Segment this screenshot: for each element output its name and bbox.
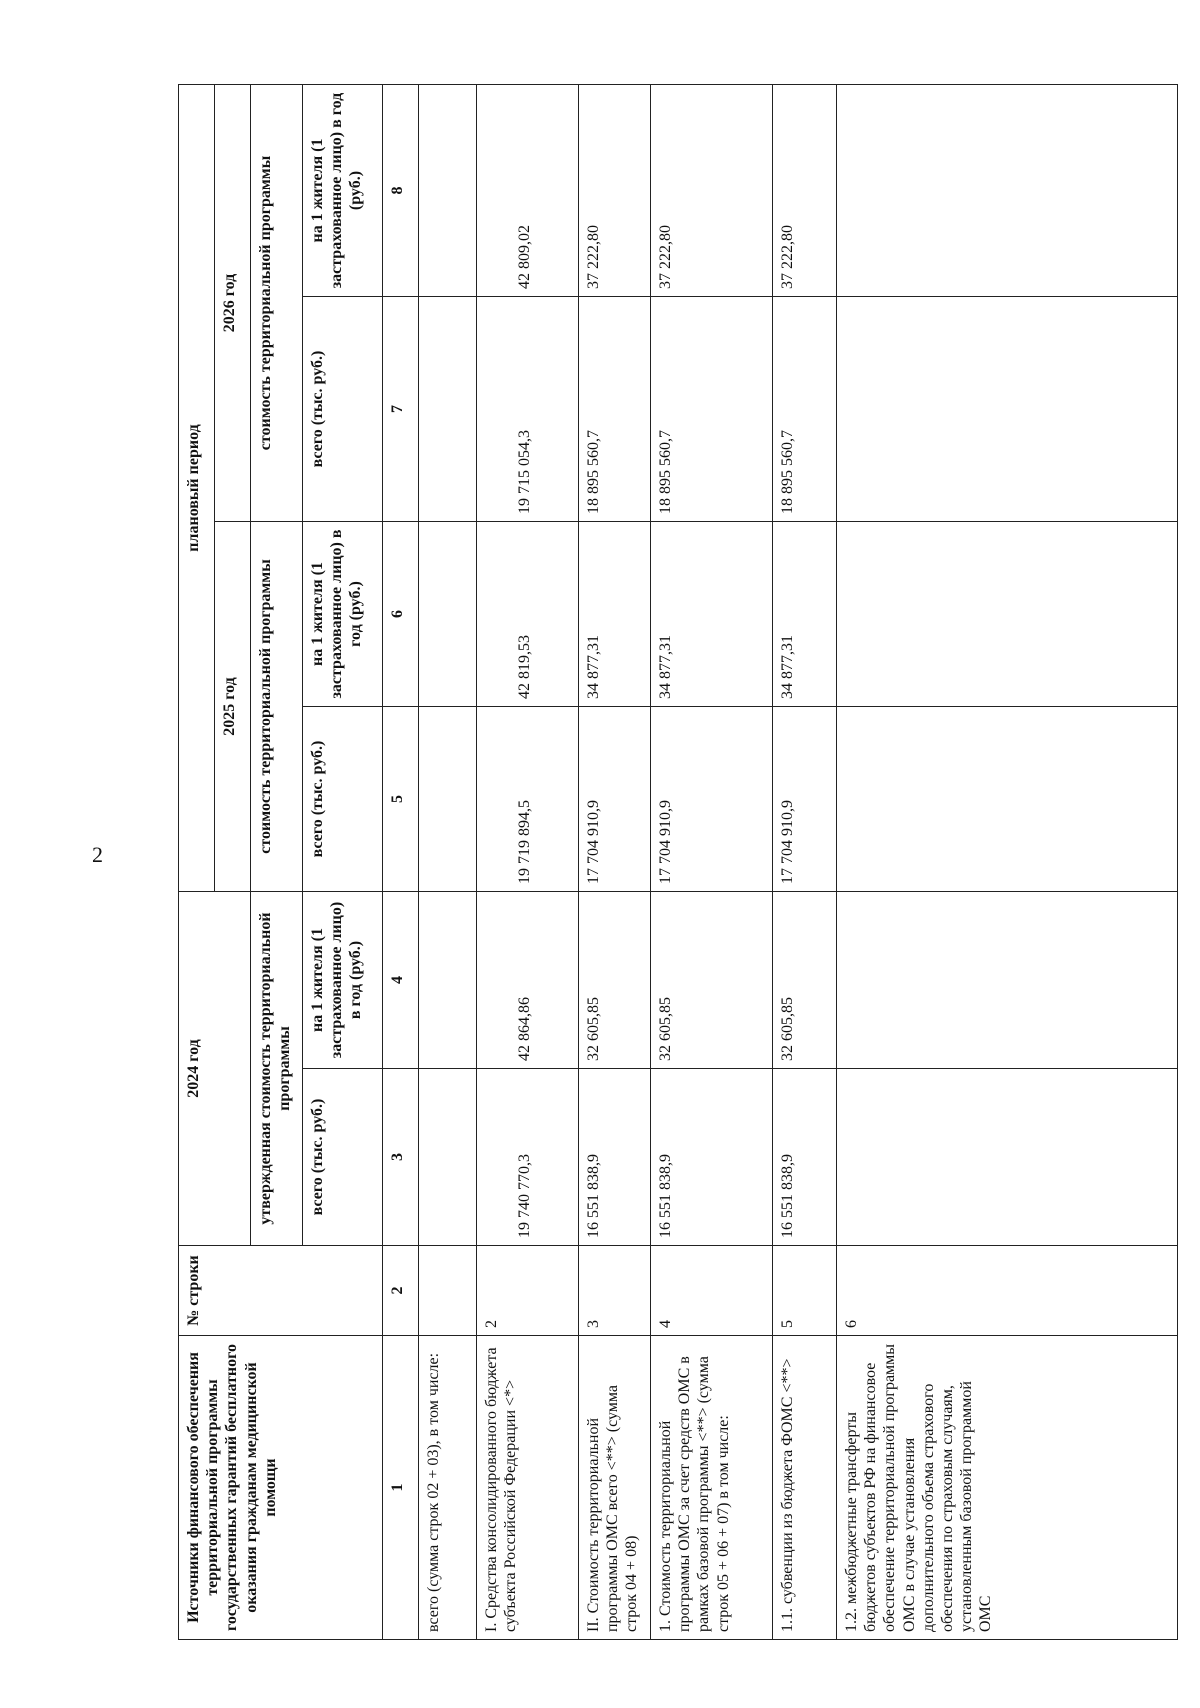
row-number bbox=[419, 1246, 477, 1336]
cell-total-2024 bbox=[419, 1069, 477, 1246]
cell-total-2026: 18 895 560,7 bbox=[651, 297, 773, 522]
row-number: 4 bbox=[651, 1246, 773, 1336]
rotated-page bbox=[178, 85, 1178, 1640]
cell-total-2025 bbox=[419, 707, 477, 892]
finance-table bbox=[178, 84, 1178, 1640]
col-number: 5 bbox=[383, 707, 419, 892]
cell-per-capita-2024: 42 864,86 bbox=[477, 892, 579, 1069]
header-source: Источники финансового обеспечения территориальной программы государственных гарантий бесплатного оказания гражданам медицинской помощи bbox=[179, 1336, 383, 1640]
header-row-no: № строки bbox=[179, 1246, 383, 1336]
cell-total-2024: 16 551 838,9 bbox=[651, 1069, 773, 1246]
header-total-2026: всего (тыс. руб.) bbox=[303, 297, 383, 522]
header-approved-cost: утвержденная стоимость территориальной программы bbox=[251, 892, 303, 1246]
header-total-2025: всего (тыс. руб.) bbox=[303, 707, 383, 892]
cell-total-2025: 17 704 910,9 bbox=[579, 707, 651, 892]
cell-per-capita-2025: 42 819,53 bbox=[477, 522, 579, 707]
row-source: II. Стоимость территориальной программы ОМС всего <**> (сумма строк 04 + 08) bbox=[579, 1336, 651, 1640]
cell-per-capita-2026: 42 809,02 bbox=[477, 85, 579, 297]
cell-total-2026: 18 895 560,7 bbox=[773, 297, 837, 522]
cell-per-capita-2025: 34 877,31 bbox=[579, 522, 651, 707]
cell-per-capita-2026: 37 222,80 bbox=[651, 85, 773, 297]
header-2024: 2024 год bbox=[179, 892, 251, 1246]
header-cost-2026: стоимость территориальной программы bbox=[251, 85, 303, 522]
cell-per-capita-2025: 34 877,31 bbox=[773, 522, 837, 707]
table-row bbox=[651, 85, 773, 1640]
cell-per-capita-2024 bbox=[419, 892, 477, 1069]
cell-total-2026 bbox=[837, 297, 1178, 522]
row-source: 1.1. субвенции из бюджета ФОМС <**> bbox=[773, 1336, 837, 1640]
row-source: 1. Стоимость территориальной программы ОМС за счет средств ОМС в рамках базовой программы <**> (сумма строк 05 + 06 + 07) в том числе: bbox=[651, 1336, 773, 1640]
cell-total-2025: 19 719 894,5 bbox=[477, 707, 579, 892]
row-number: 5 bbox=[773, 1246, 837, 1336]
cell-per-capita-2024: 32 605,85 bbox=[579, 892, 651, 1069]
cell-per-capita-2026: 37 222,80 bbox=[773, 85, 837, 297]
cell-total-2025: 17 704 910,9 bbox=[773, 707, 837, 892]
row-source: 1.2. межбюджетные трансферты бюджетов субъектов РФ на финансовое обеспечение территориальной программы ОМС в случае установления дополнительного объема страхового обеспечения по страховым случаям, установленным базовой программой ОМС bbox=[837, 1336, 1178, 1640]
row-source: всего (сумма строк 02 + 03), в том числе: bbox=[419, 1336, 477, 1640]
col-number: 3 bbox=[383, 1069, 419, 1246]
header-per-capita-2025: на 1 жителя (1 застрахованное лицо) в год (руб.) bbox=[303, 522, 383, 707]
cell-per-capita-2024 bbox=[837, 892, 1178, 1069]
table-row bbox=[837, 85, 1178, 1640]
cell-per-capita-2024: 32 605,85 bbox=[651, 892, 773, 1069]
cell-total-2025 bbox=[837, 707, 1178, 892]
header-2026: 2026 год bbox=[215, 85, 251, 522]
cell-total-2026: 19 715 054,3 bbox=[477, 297, 579, 522]
cell-total-2024: 16 551 838,9 bbox=[773, 1069, 837, 1246]
col-number: 6 bbox=[383, 522, 419, 707]
col-number: 8 bbox=[383, 85, 419, 297]
header-2025: 2025 год bbox=[215, 522, 251, 892]
cell-per-capita-2025 bbox=[837, 522, 1178, 707]
cell-per-capita-2025 bbox=[419, 522, 477, 707]
cell-per-capita-2026 bbox=[837, 85, 1178, 297]
header-cost-2025: стоимость территориальной программы bbox=[251, 522, 303, 892]
col-number: 2 bbox=[383, 1246, 419, 1336]
col-number: 7 bbox=[383, 297, 419, 522]
col-number: 1 bbox=[383, 1336, 419, 1640]
header-per-capita-2024: на 1 жителя (1 застрахованное лицо) в год (руб.) bbox=[303, 892, 383, 1069]
cell-total-2026 bbox=[419, 297, 477, 522]
cell-total-2024: 19 740 770,3 bbox=[477, 1069, 579, 1246]
cell-per-capita-2026 bbox=[419, 85, 477, 297]
cell-per-capita-2026: 37 222,80 bbox=[579, 85, 651, 297]
table-row bbox=[419, 85, 477, 1640]
cell-total-2026: 18 895 560,7 bbox=[579, 297, 651, 522]
header-planned-period: плановый период bbox=[179, 85, 215, 892]
cell-total-2024: 16 551 838,9 bbox=[579, 1069, 651, 1246]
cell-total-2024 bbox=[837, 1069, 1178, 1246]
cell-per-capita-2024: 32 605,85 bbox=[773, 892, 837, 1069]
cell-total-2025: 17 704 910,9 bbox=[651, 707, 773, 892]
row-number: 2 bbox=[477, 1246, 579, 1336]
header-total-2024: всего (тыс. руб.) bbox=[303, 1069, 383, 1246]
table-row bbox=[579, 85, 651, 1640]
row-number: 3 bbox=[579, 1246, 651, 1336]
table-row bbox=[773, 85, 837, 1640]
row-number: 6 bbox=[837, 1246, 1178, 1336]
page-number: 2 bbox=[92, 842, 103, 867]
table-row bbox=[477, 85, 579, 1640]
col-number: 4 bbox=[383, 892, 419, 1069]
row-source: I. Средства консолидированного бюджета субъекта Российской Федерации <*> bbox=[477, 1336, 579, 1640]
header-per-capita-2026: на 1 жителя (1 застрахованное лицо) в год (руб.) bbox=[303, 85, 383, 297]
cell-per-capita-2025: 34 877,31 bbox=[651, 522, 773, 707]
